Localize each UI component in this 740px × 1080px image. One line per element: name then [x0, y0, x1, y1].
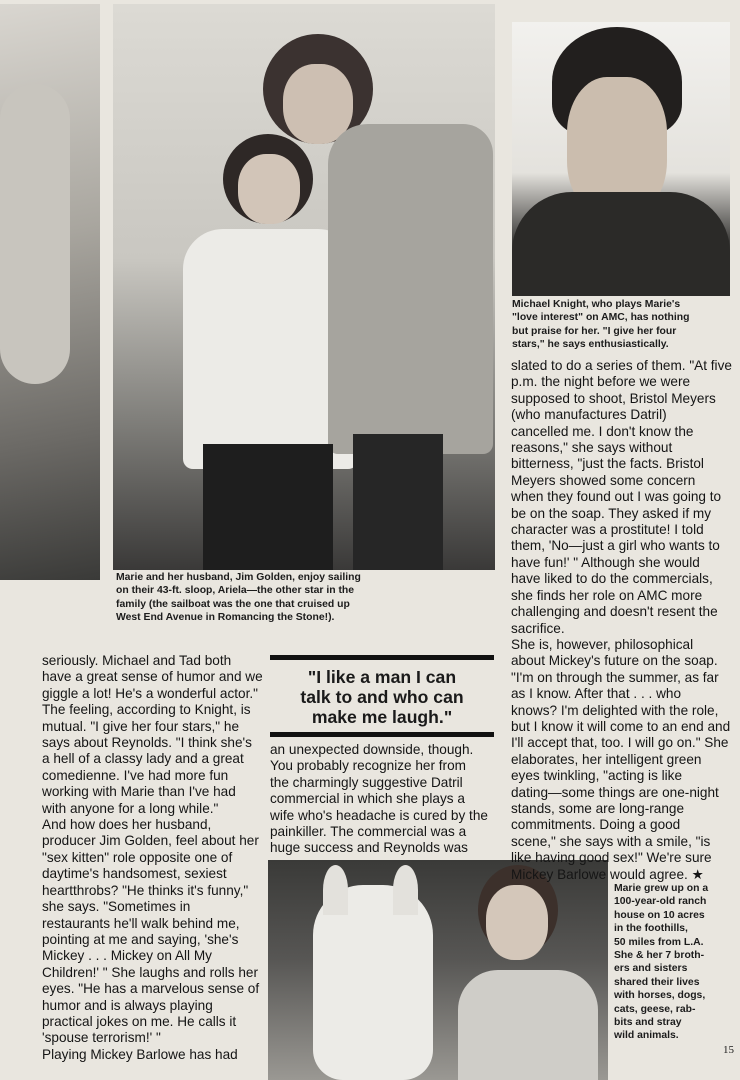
- pull-quote: "I like a man I can talk to and who can make me laugh.": [270, 655, 494, 737]
- couple-sailing-photo: [113, 4, 495, 570]
- article-column-right: slated to do a series of them. "At five p.m. the night before we were supposed to shoot, Bristol Meyers (who manufactures Datril) cancelled me. I don't know the reasons," she says without bitterness, "just the facts. Bristol Meyers showed some concern when they found out I was going to be on the soap. They asked if my character was a prostitute! I told them, 'No—just a girl who wants to have fun!' " Although she would have liked to do the commercials, she finds her role on AMC more challenging and doesn't resent the sacrifice. She is, however, philosophical about Mickey's future on the soap. "I'm on through the summer, as far as I know. After that . . . who knows? I'm delighted with the role, but I know it will come to an end and I'll accept that, too. I will go on." She elaborates, her intelligent green eyes twinkling, "acting is like dating—some things are one-night stands, some are long-range commitments. Doing a good scene," she says with a smile, "is like having good sex!" We're sure Mickey Barlowe would agree. ★: [511, 358, 732, 882]
- left-edge-photo: [0, 4, 100, 580]
- page-number: 15: [723, 1044, 734, 1056]
- michael-knight-photo: [512, 22, 730, 296]
- article-column-middle: an unexpected downside, though. You probably recognize her from the charmingly suggestive Datril commercial in which she plays a wife who's headache is cured by the painkiller. The commercial was a huge success and Reynolds was: [270, 742, 488, 856]
- article-column-left: seriously. Michael and Tad both have a great sense of humor and we giggle a lot! He's a wonderful actor." The feeling, according to Knight, is mutual. "I give her four stars," he says about Reynolds. "I think she's a hell of a classy lady and a great comedienne. I've had more fun working with Marie than I've had with anyone for a long while." And how does her husband, producer Jim Golden, feel about her "sex kitten" role opposite one of daytime's handsomest, sexiest heartthrobs? "He thinks it's funny," she says. "Sometimes in restaurants he'll walk behind me, pointing at me and saying, 'she's Mickey . . . Mickey on All My Children!' " She laughs and rolls her eyes. "He has a marvelous sense of humor and is always playing practical jokes on me. He calls it 'spouse terrorism!' " Playing Mickey Barlowe has had: [42, 653, 263, 1062]
- horse-photo-caption: Marie grew up on a 100-year-old ranch house on 10 acres in the foothills, 50 miles from L.A. She & her 7 broth- ers and sisters shared their lives with horses, dogs, cats, geese, rab- bits and stray wild animals.: [614, 883, 709, 1042]
- couple-photo-caption: Marie and her husband, Jim Golden, enjoy sailing on their 43-ft. sloop, Ariela—the other star in the family (the sailboat was the one that cruised up West End Avenue in Romancing the Stone!).: [116, 572, 361, 624]
- marie-with-horse-photo: [268, 860, 608, 1080]
- knight-photo-caption: Michael Knight, who plays Marie's "love interest" on AMC, has nothing but praise for her. "I give her four stars," he says enthusiastically.: [512, 299, 690, 351]
